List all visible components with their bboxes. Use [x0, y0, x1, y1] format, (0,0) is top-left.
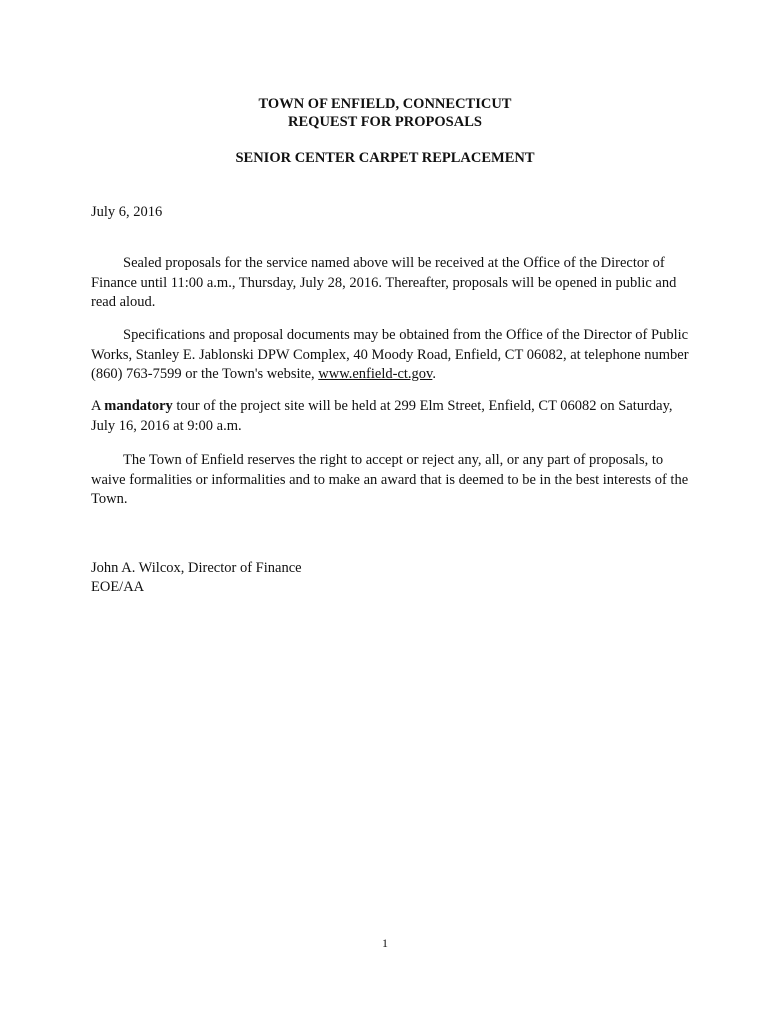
- signature-eoe: EOE/AA: [91, 579, 145, 595]
- page-number: 1: [382, 936, 388, 950]
- rfp-heading: REQUEST FOR PROPOSALS: [288, 114, 482, 130]
- document-date: July 6, 2016: [91, 204, 163, 220]
- mandatory-emphasis: mandatory: [104, 398, 173, 414]
- signature-name-title: John A. Wilcox, Director of Finance: [91, 560, 302, 576]
- paragraph-specifications: [91, 326, 691, 385]
- town-website-link[interactable]: www.enfield-ct.gov: [318, 366, 433, 382]
- project-title: SENIOR CENTER CARPET REPLACEMENT: [235, 150, 535, 166]
- paragraph-reservation: The Town of Enfield reserves the right to accept or reject any, all, or any part of proposals, to waive formalities or informalities and to make an award that is deemed to be in the best interests of the Town.: [91, 452, 689, 507]
- town-heading: TOWN OF ENFIELD, CONNECTICUT: [258, 96, 512, 112]
- tour-details: tour of the project site will be held at 299 Elm Street, Enfield, CT 06082 on Saturday, July 16, 2016 at 9:00 a.m.: [91, 398, 673, 434]
- tour-intro: A: [91, 398, 105, 414]
- specifications-end: .: [432, 366, 436, 382]
- specifications-text: Specifications and proposal documents may be obtained from the Office of the Director of Public Works, Stanley E. Jablonski DPW Complex, 40 Moody Road, Enfield, CT 06082, at telephone number (860) 763-7599 or the Town's website,: [91, 327, 689, 382]
- paragraph-sealed-proposals: Sealed proposals for the service named above will be received at the Office of the Director of Finance until 11:00 a.m., Thursday, July 28, 2016. Thereafter, proposals will be opened in public and read aloud.: [91, 255, 677, 310]
- paragraph-mandatory-tour: [91, 397, 691, 436]
